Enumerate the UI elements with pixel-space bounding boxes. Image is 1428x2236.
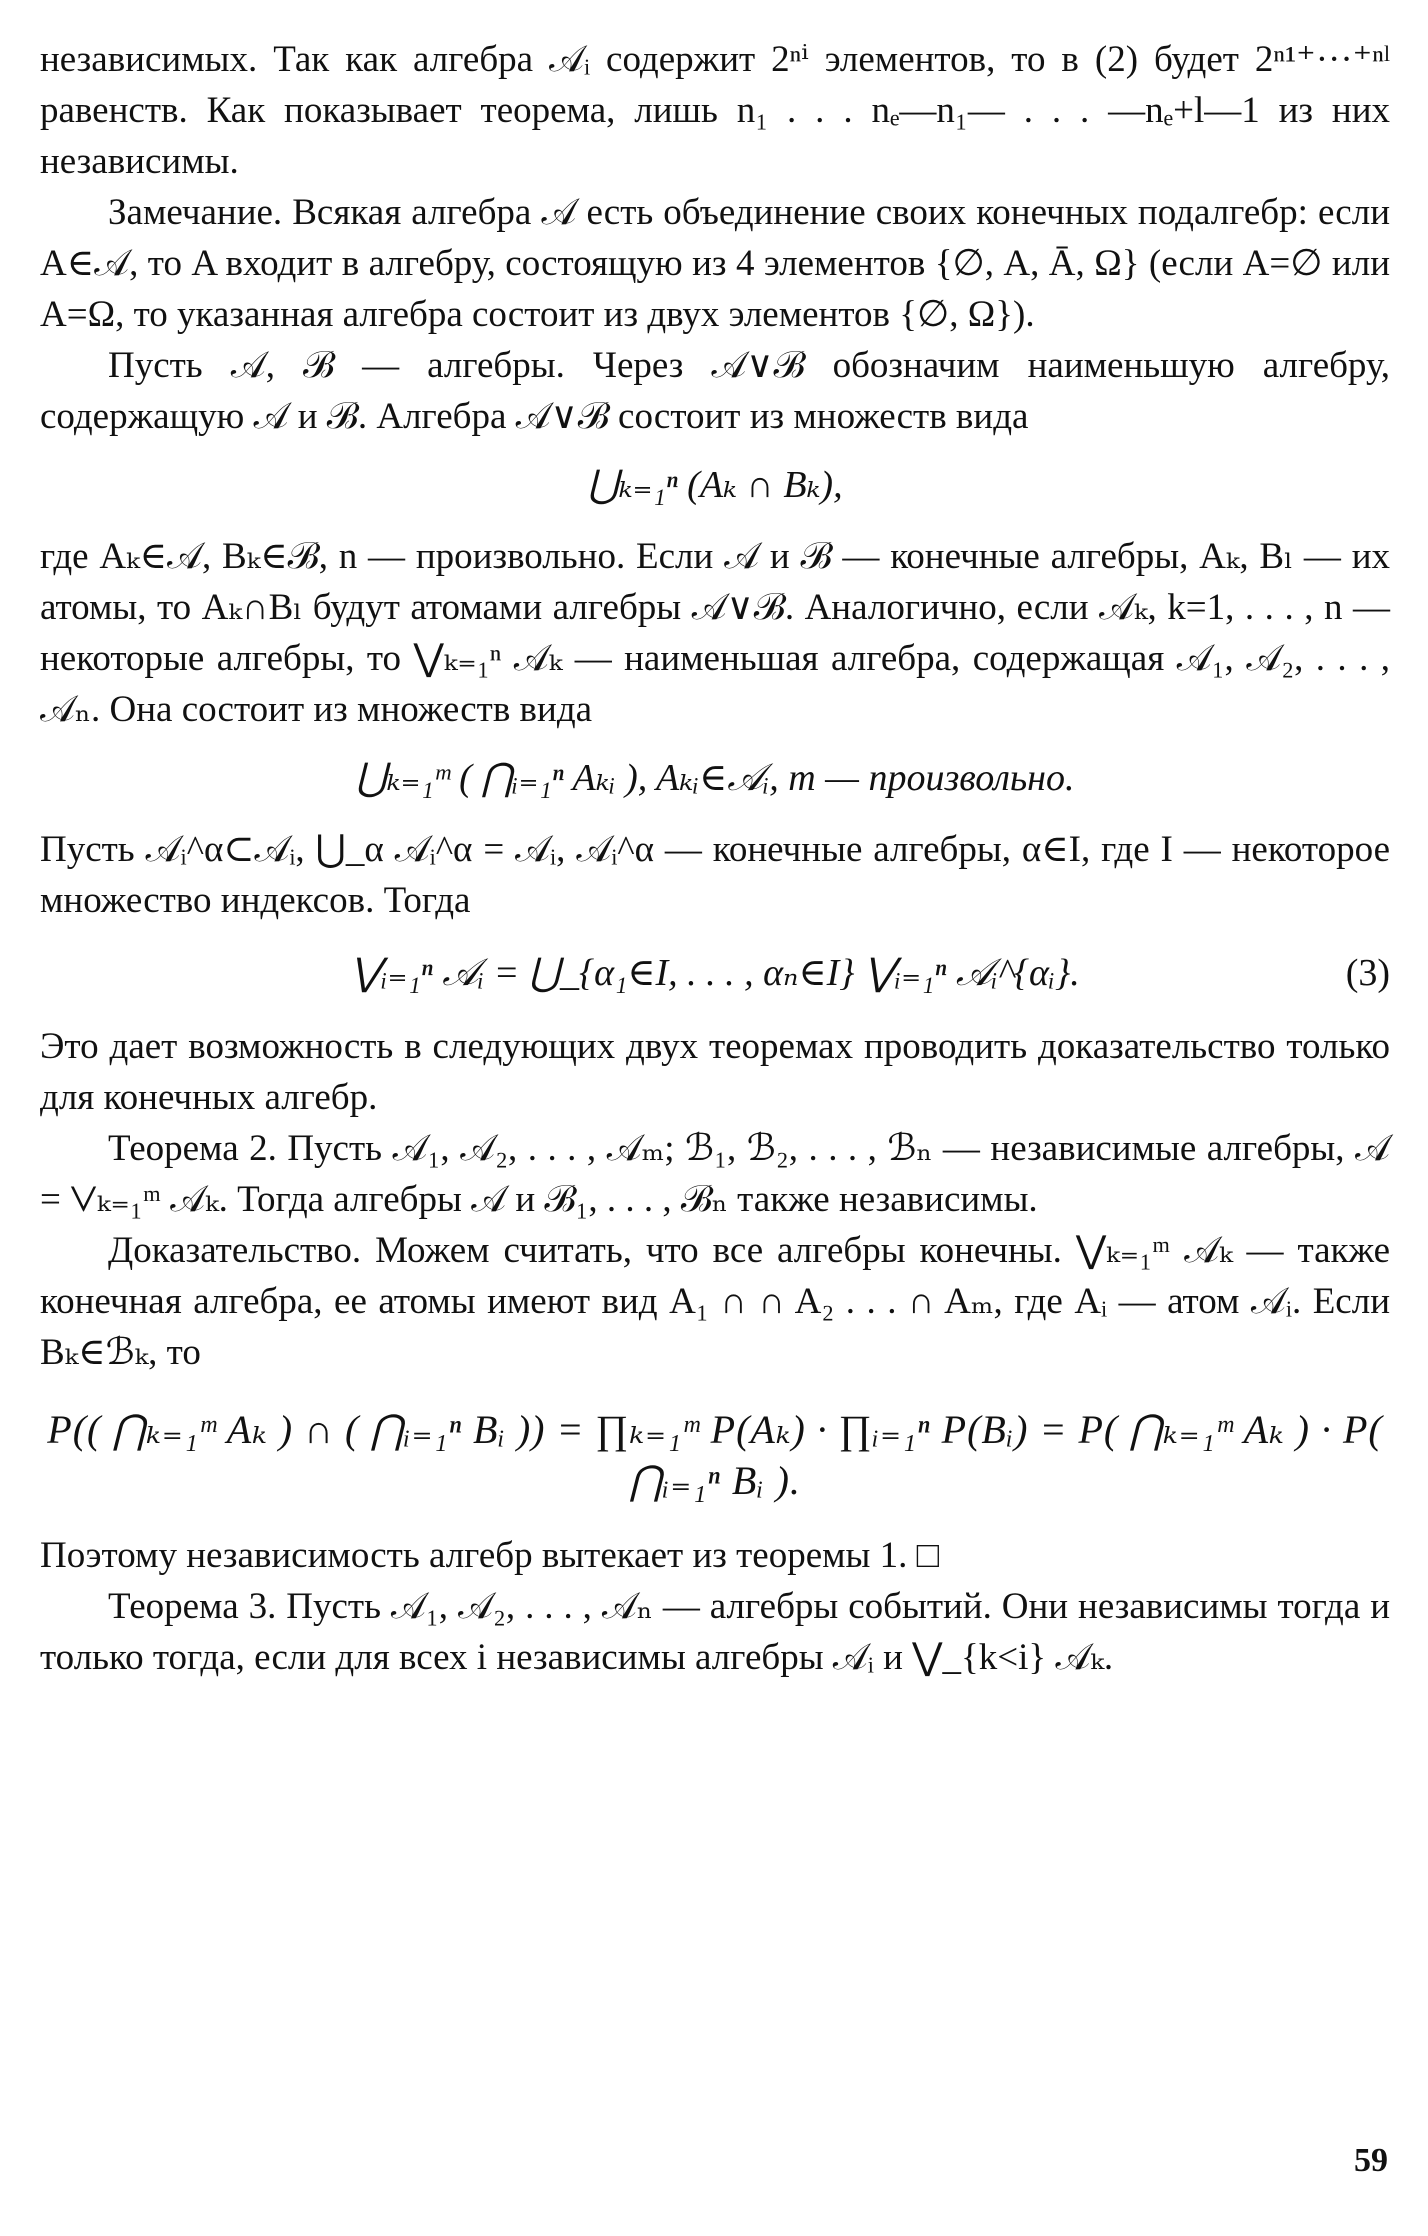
paragraph-intro: независимых. Так как алгебра 𝒜ᵢ содержит 2ⁿⁱ элементов, то в (2) будет 2ⁿ¹⁺···⁺ⁿˡ равенств. Как показывает теорема, лишь n₁ . . . nₑ—n₁— . . . —nₑ+l—1 из них независимы. xyxy=(40,39,1390,182)
paragraph-atoms: где Aₖ∈𝒜, Bₖ∈ℬ, n — произвольно. Если 𝒜 и ℬ — конечные алгебры, Aₖ, Bₗ — их атомы, то Aₖ∩Bₗ будут атомами алгебры 𝒜∨ℬ. Аналогично, если 𝒜ₖ, k=1, . . . , n — некоторые алгебры, то ⋁ₖ₌₁ⁿ 𝒜ₖ — наименьшая алгебра, содержащая 𝒜₁, 𝒜₂, . . . , 𝒜ₙ. Она состоит из множеств вида xyxy=(40,536,1390,730)
paragraph-reduction: Это дает возможность в следующих двух теоремах проводить доказательство только для конечных алгебр. xyxy=(40,1026,1390,1118)
page-number: 59 xyxy=(1354,2142,1388,2179)
formula-union-intersections: ⋃ₖ₌₁ⁿ (Aₖ ∩ Bₖ), xyxy=(587,464,843,506)
paragraph-join-definition: Пусть 𝒜, ℬ — алгебры. Через 𝒜∨ℬ обозначим наименьшую алгебру, содержащую 𝒜 и ℬ. Алгебра 𝒜∨ℬ состоит из множеств вида xyxy=(40,345,1390,437)
equation-3-body: ⋁ᵢ₌₁ⁿ 𝒜ᵢ = ⋃_{α₁∈I, . . . , αₙ∈I} ⋁ᵢ₌₁ⁿ 𝒜ᵢ^{αᵢ}. xyxy=(350,952,1080,994)
equation-3 xyxy=(40,948,1390,999)
paragraph-finite-subalgebras: Пусть 𝒜ᵢ^α⊂𝒜ᵢ, ⋃_α 𝒜ᵢ^α = 𝒜ᵢ, 𝒜ᵢ^α — конечные алгебры, α∈I, где I — некоторое множество индексов. Тогда xyxy=(40,829,1390,921)
proof: Доказательство. Можем считать, что все алгебры конечны. ⋁ₖ₌₁ᵐ 𝒜ₖ — также конечная алгебра, ее атомы имеют вид A₁ ∩ ∩ A₂ . . . ∩ Aₘ, где Aᵢ — атом 𝒜ᵢ. Если Bₖ∈ℬₖ, то xyxy=(40,1230,1390,1373)
text-column xyxy=(40,34,1390,1683)
theorem-2: Теорема 2. Пусть 𝒜₁, 𝒜₂, . . . , 𝒜ₘ; ℬ₁, ℬ₂, . . . , ℬₙ — независимые алгебры, 𝒜 = ⋁ₖ₌₁ᵐ 𝒜ₖ. Тогда алгебры 𝒜 и ℬ₁, . . . , ℬₙ также независимы. xyxy=(40,1128,1390,1220)
formula-probability-product: P(( ⋂ₖ₌₁ᵐ Aₖ ) ∩ ( ⋂ᵢ₌₁ⁿ Bᵢ )) = ∏ₖ₌₁ᵐ P(Aₖ) · ∏ᵢ₌₁ⁿ P(Bᵢ) = P( ⋂ₖ₌₁ᵐ Aₖ ) · P( ⋂ᵢ₌₁ⁿ Bᵢ ). xyxy=(47,1407,1383,1503)
paragraph-remark: Замечание. Всякая алгебра 𝒜 есть объединение своих конечных подалгебр: если A∈𝒜, то A входит в алгебру, состоящую из 4 элементов {∅, A, Ā, Ω} (если A=∅ или A=Ω, то указанная алгебра состоит из двух элементов {∅, Ω}). xyxy=(40,192,1390,335)
paragraph-conclusion: Поэтому независимость алгебр вытекает из теоремы 1. □ xyxy=(40,1535,940,1576)
theorem-3: Теорема 3. Пусть 𝒜₁, 𝒜₂, . . . , 𝒜ₙ — алгебры событий. Они независимы тогда и только тогда, если для всех i независимы алгебры 𝒜ᵢ и ⋁_{k<i} 𝒜ₖ. xyxy=(40,1586,1390,1678)
formula-join-sets: ⋃ₖ₌₁ᵐ ( ⋂ᵢ₌₁ⁿ Aₖᵢ ), Aₖᵢ∈𝒜ᵢ, m — произвольно. xyxy=(355,757,1075,799)
equation-number: (3) xyxy=(1345,952,1390,994)
